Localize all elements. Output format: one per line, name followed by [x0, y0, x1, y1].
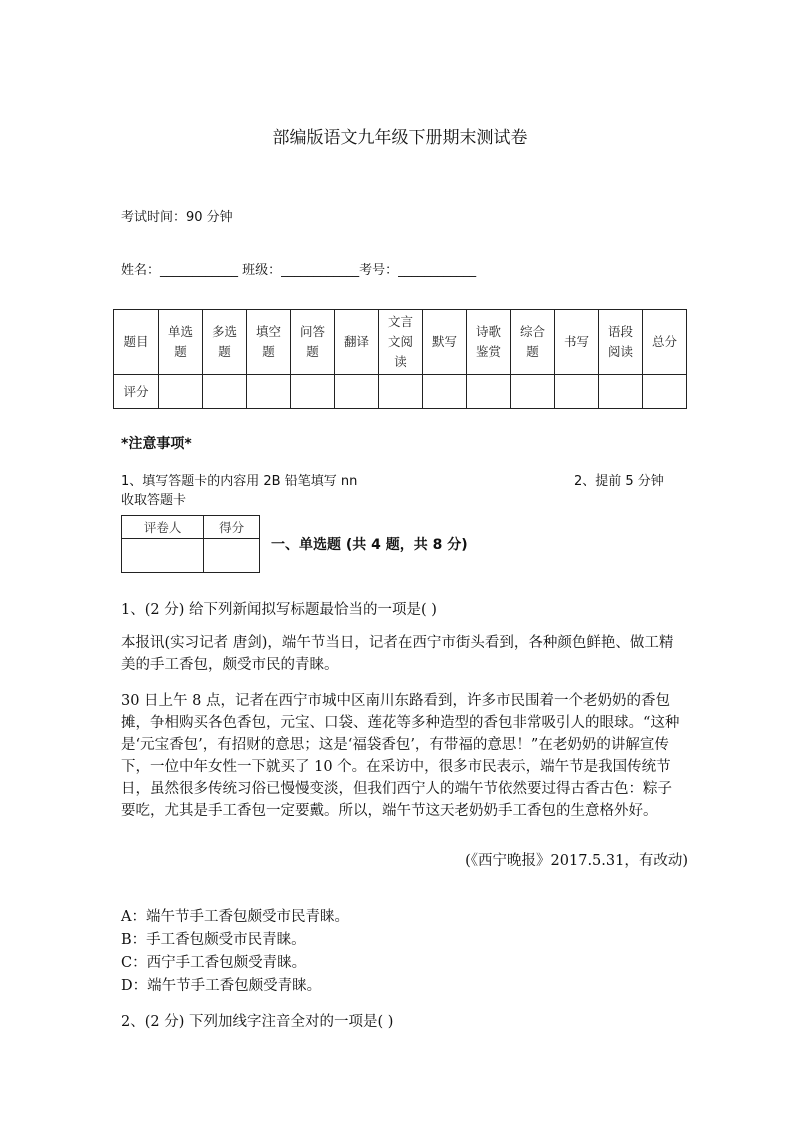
score-table-score-row — [114, 375, 687, 409]
score-cell[interactable] — [247, 375, 291, 409]
grader-table — [121, 515, 260, 573]
grader-cell[interactable] — [122, 539, 204, 573]
page-title: 部编版语文九年级下册期末测试卷 — [272, 128, 528, 148]
option-b[interactable]: B：手工香包颇受市民青睐。 — [121, 932, 306, 948]
score-cell[interactable] — [643, 375, 687, 409]
score-cell[interactable] — [467, 375, 511, 409]
exam-time: 考试时间：90 分钟 — [121, 210, 233, 225]
option-a[interactable]: A：端午节手工香包颇受市民青睐。 — [121, 909, 349, 925]
score-header-cell: 总分 — [643, 310, 687, 375]
article-source: (《西宁晚报》2017.5.31，有改动) — [465, 853, 688, 869]
grader-label: 评卷人 — [122, 516, 204, 539]
student-info-line: 姓名：____________ 班级：____________考号：____________ — [121, 263, 477, 278]
option-d[interactable]: D：端午节手工香包颇受青睐。 — [121, 978, 322, 994]
score-cell[interactable] — [203, 375, 247, 409]
section-title: 一、单选题 (共 4 题，共 8 分) — [271, 537, 468, 553]
score-header-cell: 翻译 — [335, 310, 379, 375]
score-header-cell: 题目 — [114, 310, 159, 375]
score-header-cell: 默写 — [423, 310, 467, 375]
question-1-paragraph-1: 本报讯(实习记者 唐剑)，端午节当日，记者在西宁市街头看到，各种颜色鲜艳、做工精美的手工香包，颇受市民的青睐。 — [121, 635, 674, 673]
score-cell[interactable] — [159, 375, 203, 409]
score-header-cell: 文言文阅读 — [379, 310, 423, 375]
option-c[interactable]: C：西宁手工香包颇受青睐。 — [121, 955, 307, 971]
score-cell[interactable] — [335, 375, 379, 409]
question-1-options — [121, 906, 349, 998]
score-cell[interactable] — [555, 375, 599, 409]
score-label: 得分 — [204, 516, 260, 539]
score-header-cell: 综合题 — [511, 310, 555, 375]
score-cell[interactable] — [379, 375, 423, 409]
score-cell[interactable] — [511, 375, 555, 409]
score-cell[interactable] — [599, 375, 643, 409]
score-row-label: 评分 — [114, 375, 159, 409]
score-header-cell: 问答题 — [291, 310, 335, 375]
score-header-cell: 单选题 — [159, 310, 203, 375]
question-1-paragraph-2: 30 日上午 8 点，记者在西宁市城中区南川东路看到，许多市民围着一个老奶奶的香包摊，争相购买各色香包，元宝、口袋、莲花等多种造型的香包非常吸引人的眼球。“这种是‘元宝香包’，有招财的意思；这是‘福袋香包’，有带福的意思！”在老奶奶的讲解宣传下，一位中年女性一下就买了 10 个。在采访中，很多市民表示，端午节是我国传统节日，虽然很多传统习俗已慢慢变淡，但我们西宁人的端午节依然要过得古香古色：粽子要吃，尤其是手工香包一定要戴。所以，端午节这天老奶奶手工香包的生意格外好。 — [121, 693, 680, 819]
score-header-cell: 填空题 — [247, 310, 291, 375]
notice-item-1-continued: 收取答题卡 — [121, 493, 187, 508]
score-header-cell: 语段阅读 — [599, 310, 643, 375]
score-table — [113, 309, 687, 409]
score-header-cell: 书写 — [555, 310, 599, 375]
score-table-header-row — [114, 310, 687, 375]
notice-item-2: 2、提前 5 分钟 — [574, 474, 664, 489]
score-cell[interactable] — [423, 375, 467, 409]
score-header-cell: 诗歌鉴赏 — [467, 310, 511, 375]
score-entry-cell[interactable] — [204, 539, 260, 573]
question-2-stem: 2、(2 分) 下列加线字注音全对的一项是( ) — [121, 1014, 394, 1030]
notice-heading: *注意事项* — [121, 436, 192, 452]
score-cell[interactable] — [291, 375, 335, 409]
notice-item-1: 1、填写答题卡的内容用 2B 铅笔填写 nn — [121, 474, 358, 489]
question-1-stem: 1、(2 分) 给下列新闻拟写标题最恰当的一项是( ) — [121, 602, 437, 618]
score-header-cell: 多选题 — [203, 310, 247, 375]
